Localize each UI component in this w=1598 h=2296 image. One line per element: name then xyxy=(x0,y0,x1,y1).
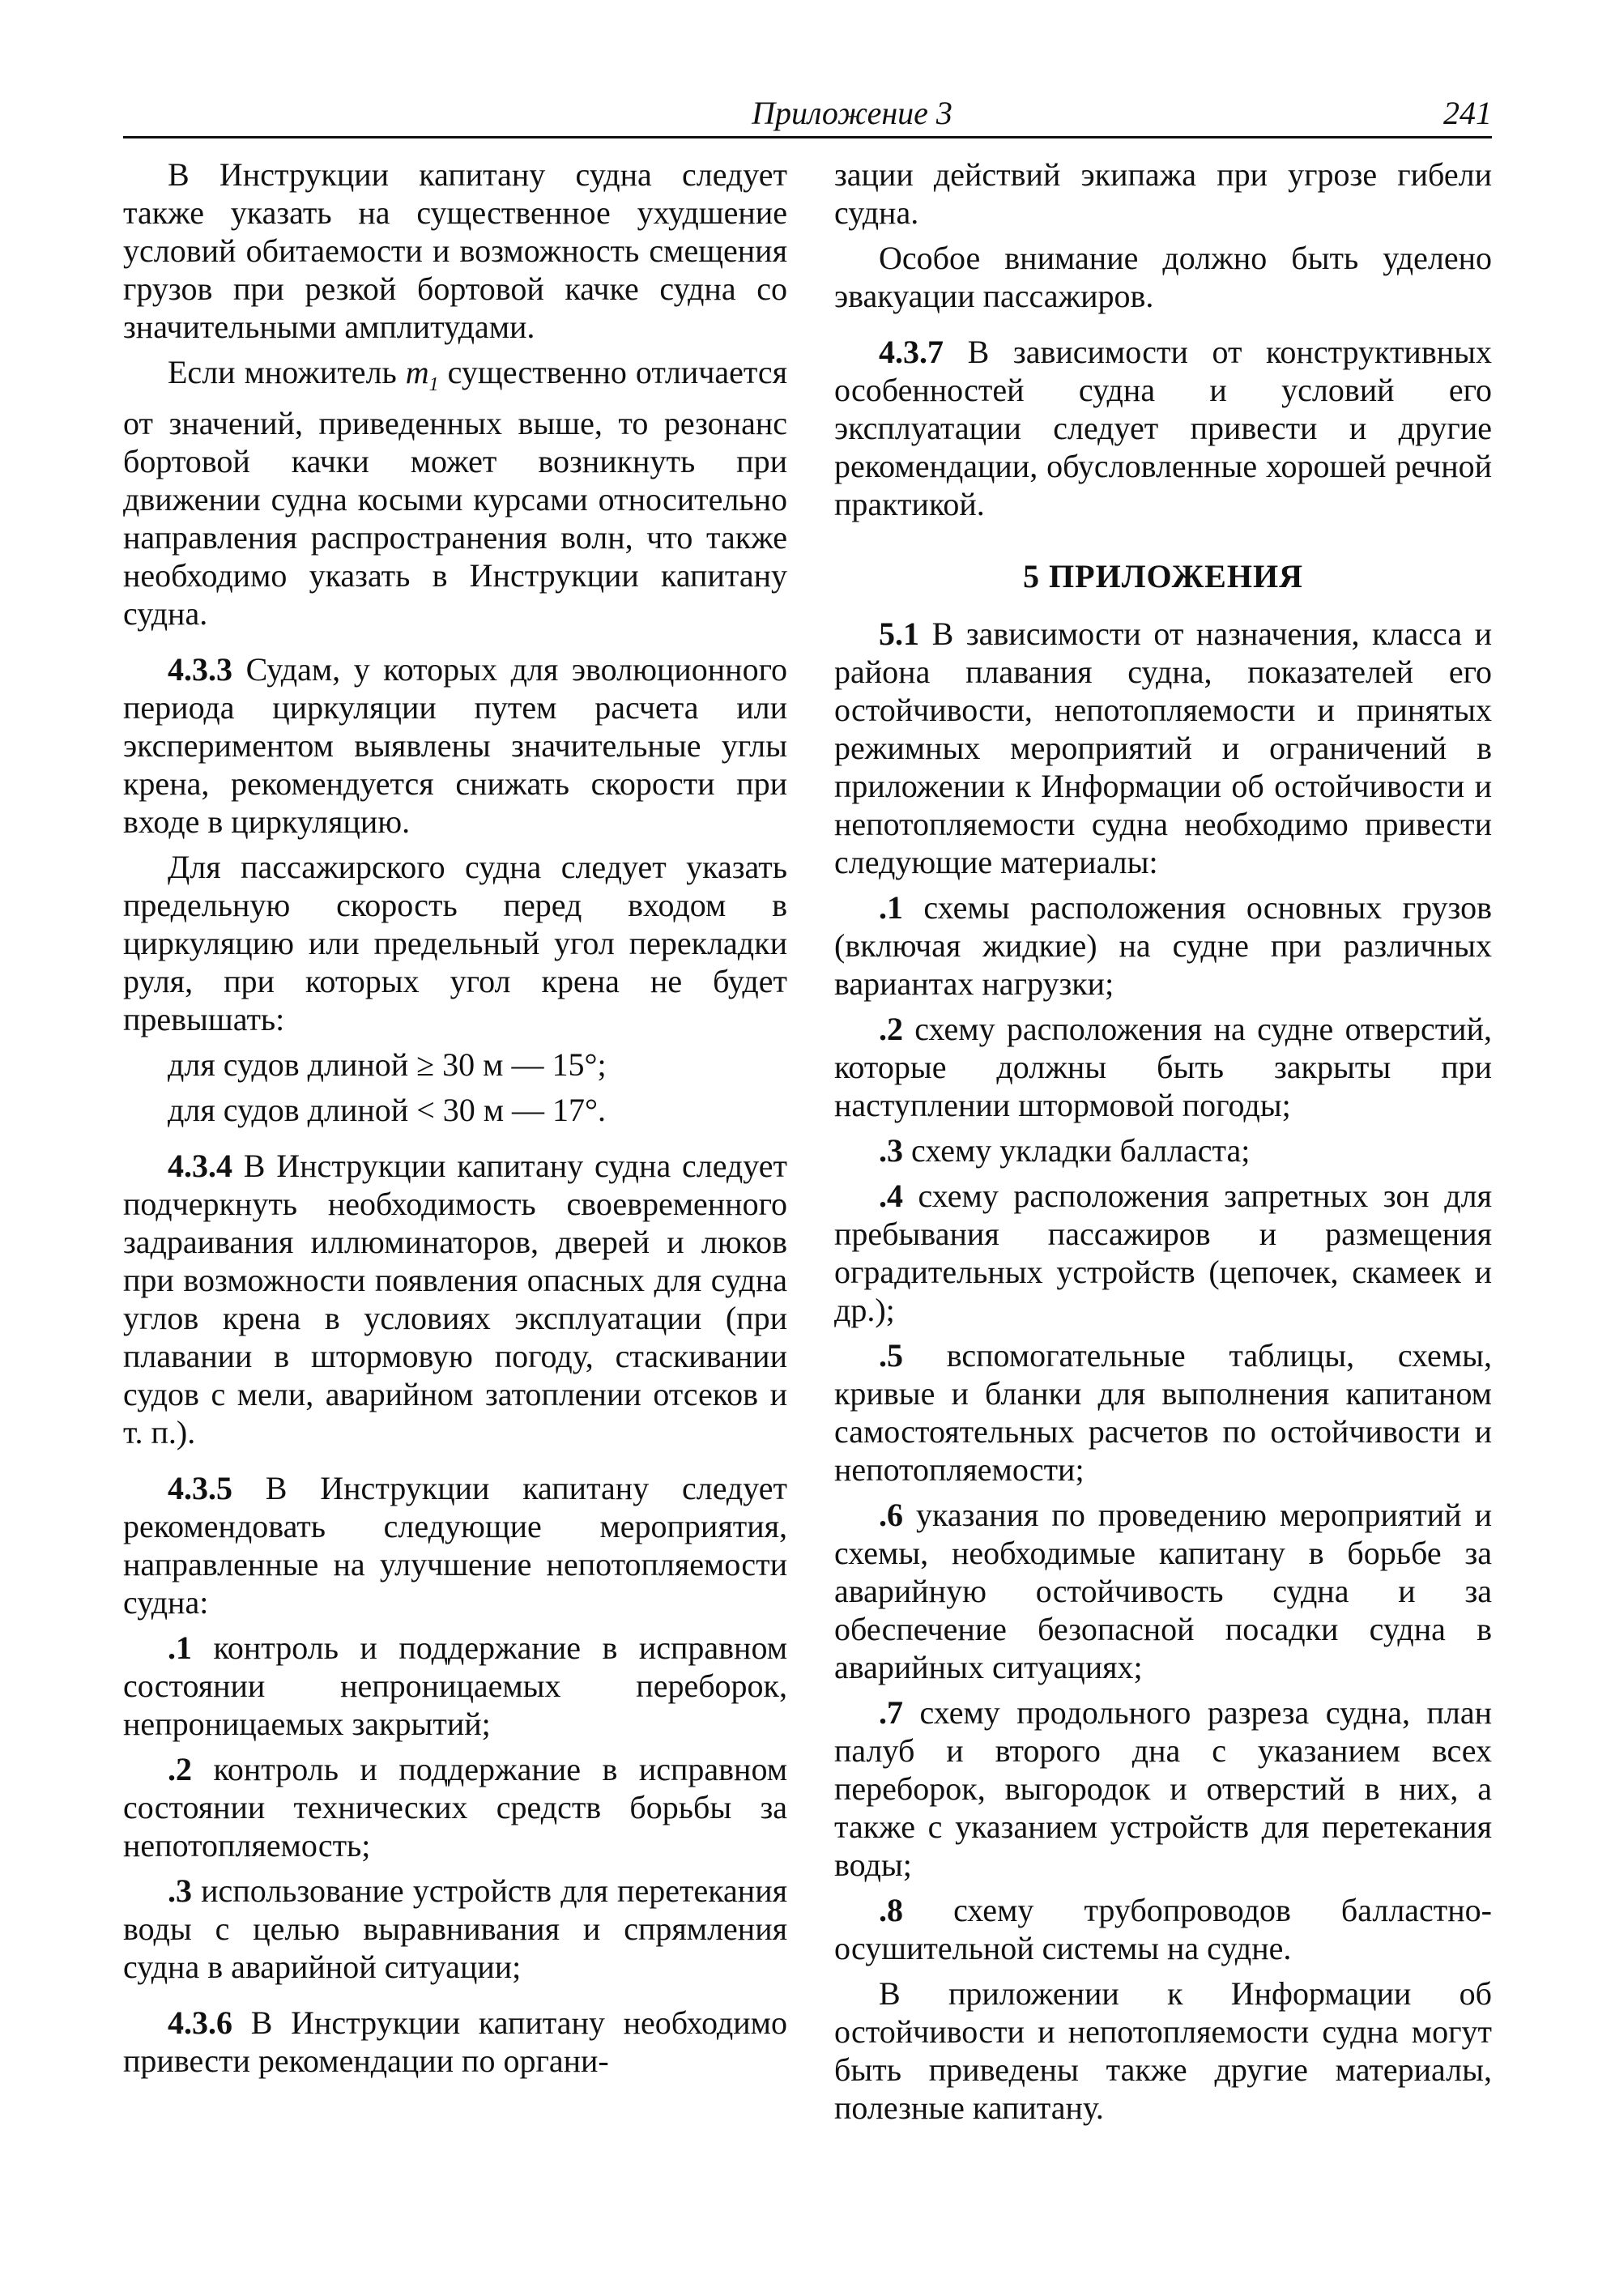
list-item: .5 вспомогательные таблицы, схемы, кривые и бланки для выполнения капитаном самостоятельных расчетов по остойчивости и непотопляемости; xyxy=(834,1337,1492,1488)
list-item: .2 схему расположения на судне отверстий, которые должны быть закрыты при наступлении штормовой погоды; xyxy=(834,1011,1492,1123)
symbol-m1: $m_1$ xyxy=(405,354,439,395)
paragraph: Для пассажирского судна следует указать предельную скорость перед входом в циркуляцию или предельный угол перекладки руля, при которых угол крена не будет превышать: xyxy=(123,849,787,1037)
clause-4-3-4: 4.3.4 В Инструкции капитану судна следует подчеркнуть необходимость своевременного задраивания иллюминаторов, дверей и люков при возможности появления опасных для судна углов крена в условиях эксплуатации (при плавании в штормовую погоду, стаскивании судов с мели, аварийном затоплении отсеков и т. п.). xyxy=(123,1148,787,1450)
paragraph: В Инструкции капитану судна следует также указать на существенное ухудшение условий обитаемости и возможность смещения грузов при резкой бортовой качке судна со значительными амплитудами. xyxy=(123,156,787,345)
clause-number: 4.3.6 xyxy=(168,2004,232,2041)
clause-number: 4.3.3 xyxy=(168,651,232,688)
clause-number: 4.3.7 xyxy=(879,334,944,370)
list-item: .1 схемы расположения основных грузов (включая жидкие) на судне при различных вариантах нагрузки; xyxy=(834,889,1492,1002)
list-item: .6 указания по проведению мероприятий и схемы, необходимые капитану в борьбе за аварийную остойчивость судна и за обеспечение безопасной посадки судна в аварийных ситуациях; xyxy=(834,1497,1492,1685)
page-number: 241 xyxy=(1443,95,1492,131)
running-title: Приложение 3 xyxy=(752,95,952,131)
list-item: .7 схему продольного разреза судна, план палуб и второго дна с указанием всех переборок, выгородок и отверстий в них, а также с указанием устройств для перетекания воды; xyxy=(834,1694,1492,1883)
clause-4-3-7: 4.3.7 В зависимости от конструктивных особенностей судна и условий его эксплуатации следует привести и другие рекомендации, обусловленные хорошей речной практикой. xyxy=(834,334,1492,522)
paragraph-final: В приложении к Информации об остойчивости и непотопляемости судна могут быть приведены также другие материалы, полезные капитану. xyxy=(834,1975,1492,2126)
list-item: .8 схему трубопроводов балластно-осушительной системы на судне. xyxy=(834,1892,1492,1966)
right-column xyxy=(834,155,1492,2134)
list-item: .2 контроль и поддержание в исправном состоянии технических средств борьбы за непотопляемость; xyxy=(123,1751,787,1864)
section-heading: 5 ПРИЛОЖЕНИЯ xyxy=(1023,558,1303,594)
list-item: .3 использование устройств для перетекания воды с целью выравнивания и спрямления судна в аварийной ситуации; xyxy=(123,1872,787,1985)
clause-4-3-3: 4.3.3 Судам, у которых для эволюционного периода циркуляции путем расчета или экспериментом выявлены значительные углы крена, рекомендуется снижать скорости при входе в циркуляцию. xyxy=(123,651,787,840)
paragraph: Особое внимание должно быть уделено эвакуации пассажиров. xyxy=(834,240,1492,314)
left-column xyxy=(123,155,787,2087)
paragraph-multiplier: Если множитель $m_1$ существенно отличается от значений, приведенных выше, то резонанс бортовой качки может возникнуть при движении судна косыми курсами относительно направления распространения волн, что также необходимо указать в Инструкции капитану судна. xyxy=(123,354,787,632)
limit-line-lt30: для судов длиной < 30 м — 17°. xyxy=(168,1092,607,1128)
clause-4-3-5: 4.3.5 В Инструкции капитану следует рекомендовать следующие мероприятия, направленные на улучшение непотопляемости судна: xyxy=(123,1470,787,1621)
limit-line-ge30: для судов длиной ≥ 30 м — 15°; xyxy=(168,1046,607,1083)
clause-5-1: 5.1 В зависимости от назначения, класса и района плавания судна, показателей его остойчивости, непотопляемости и принятых режимных мероприятий и ограничений в приложении к Информации об остойчивости и непотопляемости судна необходимо привести следующие материалы: xyxy=(834,616,1492,880)
list-item: .4 схему расположения запретных зон для пребывания пассажиров и размещения оградительных устройств (цепочек, скамеек и др.); xyxy=(834,1178,1492,1328)
clause-number: 4.3.5 xyxy=(168,1470,232,1506)
clause-number: 5.1 xyxy=(879,616,919,652)
running-header xyxy=(123,91,1492,138)
list-item: .3 схему укладки балласта; xyxy=(879,1132,1251,1169)
clause-number: 4.3.4 xyxy=(168,1148,232,1184)
list-item: .1 контроль и поддержание в исправном состоянии непроницаемых переборок, непроницаемых закрытий; xyxy=(123,1629,787,1742)
paragraph-continuation: зации действий экипажа при угрозе гибели судна. xyxy=(834,156,1492,231)
clause-4-3-6: 4.3.6 В Инструкции капитану необходимо привести рекомендации по органи- xyxy=(123,2004,787,2079)
